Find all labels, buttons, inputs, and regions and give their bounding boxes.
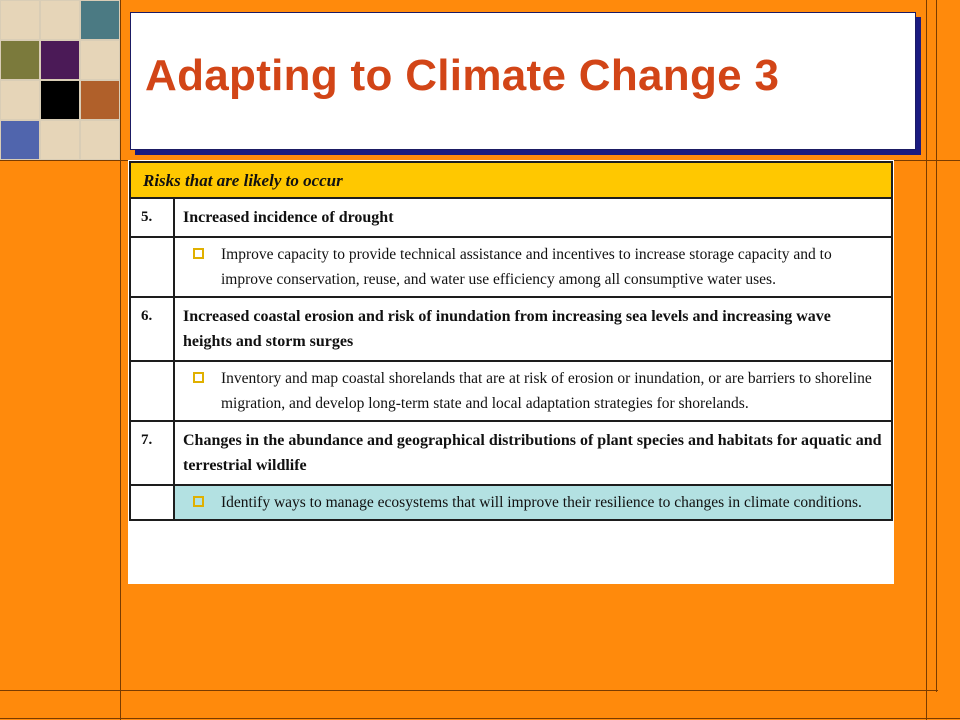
decor-squares bbox=[0, 0, 120, 160]
decor-rule-vertical bbox=[926, 0, 927, 720]
checkbox-bullet-icon bbox=[193, 496, 204, 507]
action-text: Inventory and map coastal shorelands that are at risk of erosion or inundation, or are barriers to shoreline migration, and develop long-term state and local adaptation strategies for shorelands. bbox=[221, 370, 872, 412]
empty-cell bbox=[130, 485, 174, 520]
decor-square bbox=[80, 40, 120, 80]
risk-title: Increased coastal erosion and risk of inundation from increasing sea levels and increasing wave heights and storm surges bbox=[174, 297, 892, 361]
action-cell bbox=[174, 237, 892, 297]
decor-square bbox=[40, 120, 80, 160]
decor-square bbox=[0, 40, 40, 80]
table-header: Risks that are likely to occur bbox=[130, 162, 892, 198]
decor-square bbox=[80, 0, 120, 40]
action-row bbox=[130, 485, 892, 520]
empty-cell bbox=[130, 237, 174, 297]
empty-cell bbox=[130, 361, 174, 421]
decor-rule-vertical bbox=[120, 0, 121, 720]
risks-table bbox=[129, 161, 893, 521]
decor-square bbox=[80, 80, 120, 120]
risk-row bbox=[130, 198, 892, 237]
table-header-row bbox=[130, 162, 892, 198]
risk-row bbox=[130, 421, 892, 485]
decor-rule-horizontal bbox=[0, 718, 960, 719]
risk-number: 7. bbox=[130, 421, 174, 485]
title-box bbox=[130, 12, 916, 150]
decor-square bbox=[40, 80, 80, 120]
risk-row bbox=[130, 297, 892, 361]
action-row bbox=[130, 237, 892, 297]
risk-title: Increased incidence of drought bbox=[174, 198, 892, 237]
checkbox-bullet-icon bbox=[193, 248, 204, 259]
action-row bbox=[130, 361, 892, 421]
decor-square bbox=[40, 40, 80, 80]
decor-rule-horizontal bbox=[0, 690, 938, 691]
decor-square bbox=[0, 120, 40, 160]
decor-rule-vertical bbox=[936, 0, 937, 692]
risk-number: 6. bbox=[130, 297, 174, 361]
decor-square bbox=[80, 120, 120, 160]
action-cell bbox=[174, 361, 892, 421]
risk-number: 5. bbox=[130, 198, 174, 237]
risks-table-image bbox=[128, 160, 894, 584]
decor-square bbox=[0, 80, 40, 120]
action-cell-highlighted bbox=[174, 485, 892, 520]
decor-square bbox=[0, 0, 40, 40]
checkbox-bullet-icon bbox=[193, 372, 204, 383]
slide-title: Adapting to Climate Change 3 bbox=[145, 51, 780, 100]
decor-square bbox=[40, 0, 80, 40]
risk-title: Changes in the abundance and geographical distributions of plant species and habitats for aquatic and terrestrial wildlife bbox=[174, 421, 892, 485]
action-text: Improve capacity to provide technical assistance and incentives to increase storage capacity and to improve conservation, reuse, and water use efficiency among all consumptive water uses. bbox=[221, 246, 832, 288]
action-text: Identify ways to manage ecosystems that will improve their resilience to changes in climate conditions. bbox=[221, 494, 862, 511]
